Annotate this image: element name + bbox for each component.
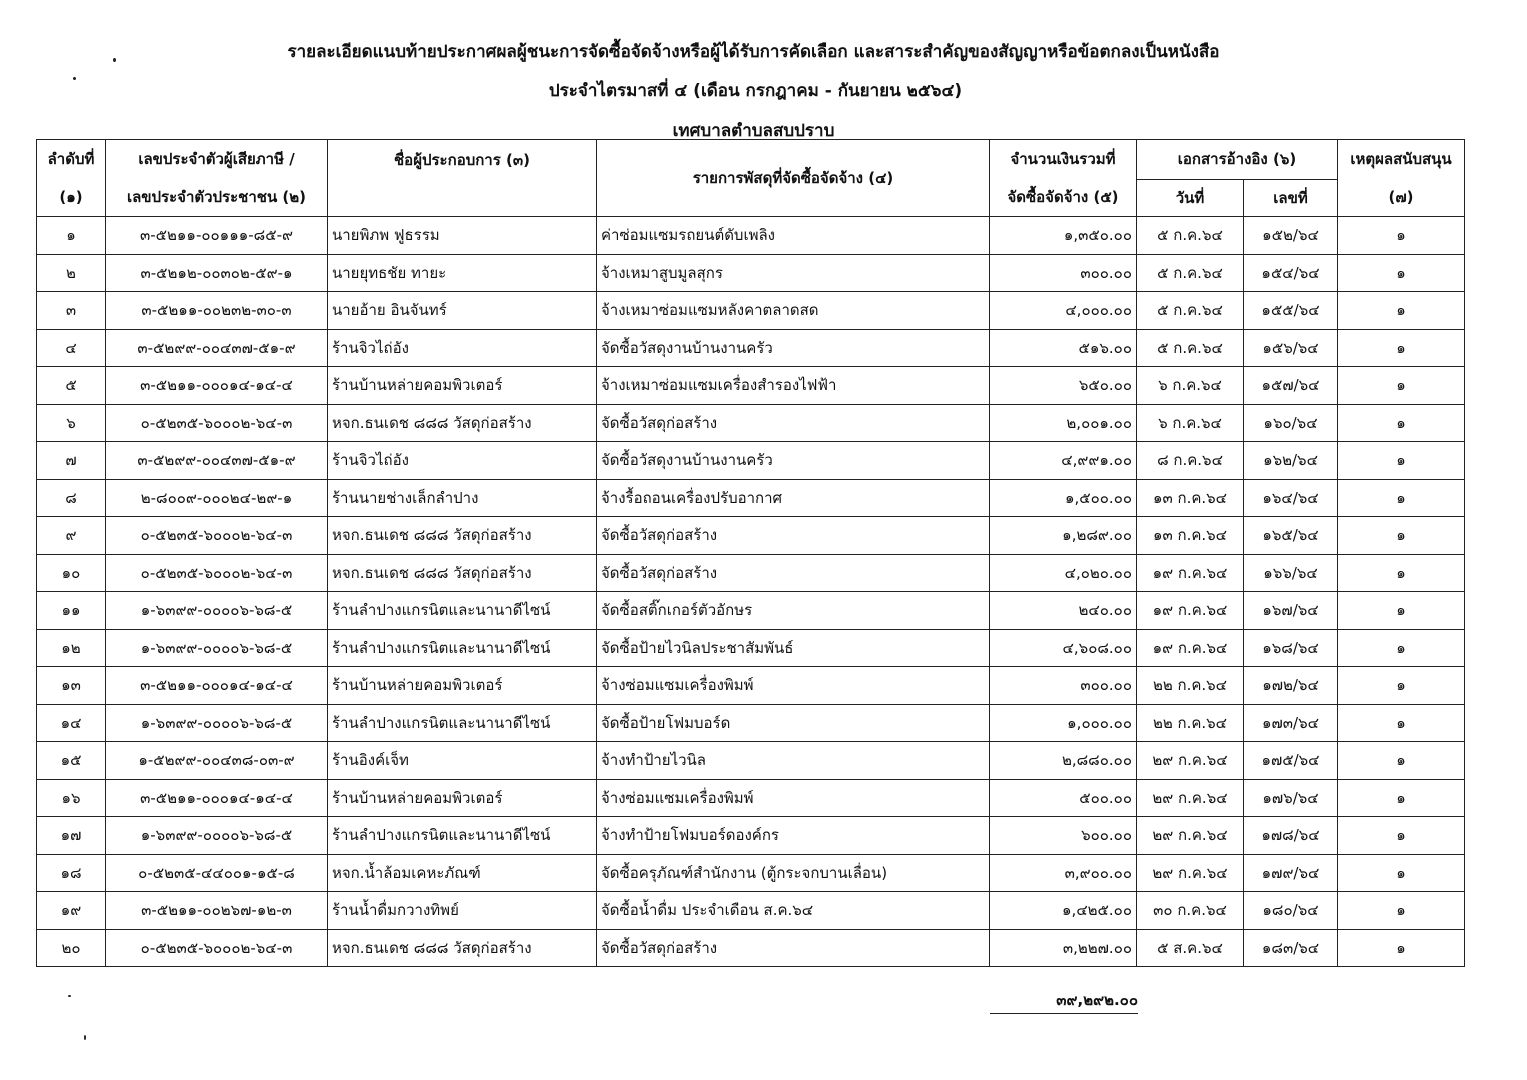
cell-ref-date: ๑๙ ก.ค.๖๔ [1137,629,1244,667]
cell-vendor: หจก.ธนเดช ๘๘๘ วัสดุก่อสร้าง [328,517,597,555]
cell-taxid: ๓-๕๒๙๙-๐๐๔๓๗-๕๑-๙ [106,329,328,367]
table-row [37,929,1465,967]
document-title: รายละเอียดแนบท้ายประกาศผลผู้ชนะการจัดซื้อจัดจ้างหรือผู้ได้รับการคัดเลือก และสาระสำคัญของสัญญาหรือข้อตกลงเป็นหนังสือ [287,42,1220,62]
cell-ref-date: ๕ ส.ค.๖๔ [1137,929,1244,967]
cell-amount: ๑,๕๐๐.๐๐ [990,479,1137,517]
cell-vendor: ร้านจิวไถ่อัง [328,442,597,480]
cell-amount: ๓,๒๒๗.๐๐ [990,929,1137,967]
cell-ref-date: ๒๙ ก.ค.๖๔ [1137,817,1244,855]
cell-reason: ๑ [1338,517,1465,555]
cell-taxid: ๓-๕๒๑๑-๐๐๐๑๔-๑๔-๔ [106,779,328,817]
cell-vendor: ร้านลำปางแกรนิตและนานาดีไซน์ [328,704,597,742]
cell-taxid: ๓-๕๒๑๑-๐๐๑๑๑-๘๕-๙ [106,217,328,255]
col-header-amount-label-2: จัดซื้อจัดจ้าง (๕) [1007,188,1119,206]
cell-amount: ๓๐๐.๐๐ [990,667,1137,705]
cell-reason: ๑ [1338,442,1465,480]
cell-reason: ๑ [1338,854,1465,892]
cell-no: ๑๓ [37,667,106,705]
cell-taxid: ๐-๕๒๓๕-๔๔๐๐๑-๑๕-๘ [106,854,328,892]
table-row [37,592,1465,630]
table-header-row [37,140,1465,180]
cell-ref-no: ๑๕๕/๖๔ [1244,292,1338,330]
cell-taxid: ๐-๕๒๓๕-๖๐๐๐๒-๖๔-๓ [106,929,328,967]
cell-ref-date: ๓๐ ก.ค.๖๔ [1137,892,1244,930]
cell-reason: ๑ [1338,217,1465,255]
cell-amount: ๓,๙๐๐.๐๐ [990,854,1137,892]
cell-ref-no: ๑๕๔/๖๔ [1244,254,1338,292]
cell-no: ๒๐ [37,929,106,967]
table-row [37,817,1465,855]
cell-item: จ้างรื้อถอนเครื่องปรับอากาศ [597,479,990,517]
cell-item: จ้างทำป้ายโฟมบอร์ดองค์กร [597,817,990,855]
cell-amount: ๒,๘๘๐.๐๐ [990,742,1137,780]
cell-vendor: นายยุทธชัย ทายะ [328,254,597,292]
grand-total: ๓๙,๒๙๒.๐๐ [1056,991,1138,1009]
cell-ref-no: ๑๗๒/๖๔ [1244,667,1338,705]
cell-vendor: ร้านลำปางแกรนิตและนานาดีไซน์ [328,592,597,630]
cell-taxid: ๓-๕๒๙๙-๐๐๔๓๗-๕๑-๙ [106,442,328,480]
cell-ref-no: ๑๕๒/๖๔ [1244,217,1338,255]
cell-vendor: หจก.ธนเดช ๘๘๘ วัสดุก่อสร้าง [328,929,597,967]
cell-taxid: ๐-๕๒๓๕-๖๐๐๐๒-๖๔-๓ [106,554,328,592]
cell-taxid: ๐-๕๒๓๕-๖๐๐๐๒-๖๔-๓ [106,517,328,555]
cell-ref-date: ๒๙ ก.ค.๖๔ [1137,779,1244,817]
table-row [37,367,1465,405]
col-header-ref-no: เลขที่ [1244,179,1338,217]
col-header-no [37,140,106,217]
cell-ref-date: ๖ ก.ค.๖๔ [1137,404,1244,442]
cell-no: ๗ [37,442,106,480]
cell-item: จัดซื้อป้ายโฟมบอร์ด [597,704,990,742]
col-header-taxid-label-1: เลขประจำตัวผู้เสียภาษี / [138,150,295,168]
cell-amount: ๔,๙๙๑.๐๐ [990,442,1137,480]
cell-reason: ๑ [1338,254,1465,292]
cell-reason: ๑ [1338,779,1465,817]
cell-no: ๑๕ [37,742,106,780]
cell-item: จัดซื้อวัสดุก่อสร้าง [597,404,990,442]
table-row [37,704,1465,742]
cell-taxid: ๒-๘๐๐๙-๐๐๐๒๔-๒๙-๑ [106,479,328,517]
col-header-amount [990,140,1137,217]
cell-item: จ้างเหมาซ่อมแซมหลังคาตลาดสด [597,292,990,330]
cell-amount: ๓๐๐.๐๐ [990,254,1137,292]
cell-ref-no: ๑๘๓/๖๔ [1244,929,1338,967]
cell-taxid: ๓-๕๒๑๒-๐๐๓๐๒-๕๙-๑ [106,254,328,292]
table-row [37,554,1465,592]
table-row [37,217,1465,255]
cell-taxid: ๓-๕๒๑๑-๐๐๒๓๒-๓๐-๓ [106,292,328,330]
col-header-ref [1137,140,1338,180]
cell-amount: ๑,๒๘๙.๐๐ [990,517,1137,555]
cell-ref-date: ๕ ก.ค.๖๔ [1137,329,1244,367]
cell-amount: ๕๑๖.๐๐ [990,329,1137,367]
cell-vendor: นายอ้าย อินจันทร์ [328,292,597,330]
cell-item: จ้างเหมาซ่อมแซมเครื่องสำรองไฟฟ้า [597,367,990,405]
cell-taxid: ๑-๖๓๙๙-๐๐๐๐๖-๖๘-๕ [106,704,328,742]
col-header-reason-number: (๗) [1388,188,1414,206]
cell-ref-no: ๑๗๙/๖๔ [1244,854,1338,892]
cell-ref-no: ๑๖๖/๖๔ [1244,554,1338,592]
cell-reason: ๑ [1338,592,1465,630]
cell-amount: ๔,๐๐๐.๐๐ [990,292,1137,330]
table-row [37,517,1465,555]
table-body [37,217,1465,967]
cell-ref-date: ๕ ก.ค.๖๔ [1137,217,1244,255]
cell-amount: ๑,๐๐๐.๐๐ [990,704,1137,742]
cell-vendor: ร้านจิวไถ่อัง [328,329,597,367]
cell-item: จ้างทำป้ายไวนิล [597,742,990,780]
agency-name: เทศบาลตำบลสบปราบ [672,121,835,141]
cell-reason: ๑ [1338,929,1465,967]
cell-no: ๑๐ [37,554,106,592]
cell-vendor: ร้านบ้านหล่ายคอมพิวเตอร์ [328,779,597,817]
table-row [37,779,1465,817]
cell-ref-date: ๘ ก.ค.๖๔ [1137,442,1244,480]
cell-no: ๘ [37,479,106,517]
cell-item: จัดซื้อน้ำดื่ม ประจำเดือน ส.ค.๖๔ [597,892,990,930]
scan-speck [84,1035,86,1040]
cell-item: จัดซื้อวัสดุงานบ้านงานครัว [597,329,990,367]
col-header-ref-date: วันที่ [1137,179,1244,217]
col-header-vendor [328,140,597,217]
cell-vendor: ร้านบ้านหล่ายคอมพิวเตอร์ [328,367,597,405]
cell-reason: ๑ [1338,367,1465,405]
cell-ref-no: ๑๖๘/๖๔ [1244,629,1338,667]
cell-item: จัดซื้อสติ๊กเกอร์ตัวอักษร [597,592,990,630]
cell-vendor: หจก.น้ำล้อมเคหะภัณฑ์ [328,854,597,892]
table-row [37,742,1465,780]
cell-vendor: ร้านอิงค์เจ็ท [328,742,597,780]
cell-ref-date: ๑๓ ก.ค.๖๔ [1137,479,1244,517]
cell-no: ๑ [37,217,106,255]
cell-ref-no: ๑๗๘/๖๔ [1244,817,1338,855]
cell-amount: ๑,๔๒๕.๐๐ [990,892,1137,930]
cell-ref-date: ๑๙ ก.ค.๖๔ [1137,592,1244,630]
cell-no: ๑๑ [37,592,106,630]
procurement-table [36,139,1465,967]
cell-reason: ๑ [1338,479,1465,517]
cell-no: ๒ [37,254,106,292]
cell-ref-no: ๑๘๐/๖๔ [1244,892,1338,930]
cell-ref-no: ๑๖๒/๖๔ [1244,442,1338,480]
cell-amount: ๕๐๐.๐๐ [990,779,1137,817]
col-header-reason-label: เหตุผลสนับสนุน [1350,150,1452,168]
cell-ref-date: ๒๒ ก.ค.๖๔ [1137,667,1244,705]
cell-taxid: ๓-๕๒๑๑-๐๐๐๑๔-๑๔-๔ [106,367,328,405]
cell-item: จัดซื้อครุภัณฑ์สำนักงาน (ตู้กระจกบานเลื่อน) [597,854,990,892]
cell-amount: ๔,๖๐๘.๐๐ [990,629,1137,667]
cell-item: ค่าซ่อมแซมรถยนต์ดับเพลิง [597,217,990,255]
cell-vendor: ร้านลำปางแกรนิตและนานาดีไซน์ [328,817,597,855]
cell-vendor: หจก.ธนเดช ๘๘๘ วัสดุก่อสร้าง [328,554,597,592]
cell-ref-no: ๑๗๓/๖๔ [1244,704,1338,742]
cell-ref-date: ๒๙ ก.ค.๖๔ [1137,742,1244,780]
cell-ref-date: ๒๙ ก.ค.๖๔ [1137,854,1244,892]
cell-no: ๑๘ [37,854,106,892]
table-row [37,479,1465,517]
cell-no: ๕ [37,367,106,405]
cell-vendor: ร้านบ้านหล่ายคอมพิวเตอร์ [328,667,597,705]
cell-ref-no: ๑๖๗/๖๔ [1244,592,1338,630]
cell-no: ๑๒ [37,629,106,667]
cell-reason: ๑ [1338,704,1465,742]
col-header-item-label: รายการพัสดุที่จัดซื้อจัดจ้าง (๔) [692,169,894,187]
cell-reason: ๑ [1338,629,1465,667]
cell-no: ๑๗ [37,817,106,855]
cell-taxid: ๑-๖๓๙๙-๐๐๐๐๖-๖๘-๕ [106,629,328,667]
scan-speck [73,77,76,80]
table-row [37,254,1465,292]
cell-amount: ๒๔๐.๐๐ [990,592,1137,630]
cell-vendor: ร้านนายช่างเล็กลำปาง [328,479,597,517]
col-header-ref-label: เอกสารอ้างอิง (๖) [1177,150,1297,169]
table-row [37,292,1465,330]
cell-taxid: ๑-๖๓๙๙-๐๐๐๐๖-๖๘-๕ [106,592,328,630]
cell-taxid: ๓-๕๒๑๑-๐๐๐๑๔-๑๔-๔ [106,667,328,705]
col-header-item [597,140,990,217]
cell-reason: ๑ [1338,817,1465,855]
cell-no: ๔ [37,329,106,367]
col-header-reason [1338,140,1465,217]
cell-taxid: ๓-๕๒๑๑-๐๐๒๖๗-๑๒-๓ [106,892,328,930]
cell-ref-no: ๑๖๐/๖๔ [1244,404,1338,442]
cell-reason: ๑ [1338,329,1465,367]
cell-ref-no: ๑๗๖/๖๔ [1244,779,1338,817]
cell-amount: ๑,๓๕๐.๐๐ [990,217,1137,255]
table-row [37,329,1465,367]
table-row [37,667,1465,705]
table-row [37,442,1465,480]
cell-no: ๖ [37,404,106,442]
cell-item: จัดซื้อวัสดุก่อสร้าง [597,554,990,592]
table-row [37,629,1465,667]
cell-item: จ้างเหมาสูบมูลสุกร [597,254,990,292]
cell-vendor: ร้านลำปางแกรนิตและนานาดีไซน์ [328,629,597,667]
cell-reason: ๑ [1338,292,1465,330]
col-header-taxid-label-2: เลขประจำตัวประชาชน (๒) [126,188,307,206]
cell-item: จ้างซ่อมแซมเครื่องพิมพ์ [597,667,990,705]
cell-amount: ๖๕๐.๐๐ [990,367,1137,405]
cell-amount: ๒,๐๐๑.๐๐ [990,404,1137,442]
cell-item: จัดซื้อป้ายไวนิลประชาสัมพันธ์ [597,629,990,667]
cell-reason: ๑ [1338,404,1465,442]
cell-ref-date: ๕ ก.ค.๖๔ [1137,254,1244,292]
cell-taxid: ๐-๕๒๓๕-๖๐๐๐๒-๖๔-๓ [106,404,328,442]
col-header-vendor-label: ชื่อผู้ประกอบการ (๓) [394,151,530,169]
cell-no: ๑๙ [37,892,106,930]
cell-ref-date: ๒๒ ก.ค.๖๔ [1137,704,1244,742]
cell-ref-date: ๕ ก.ค.๖๔ [1137,292,1244,330]
cell-vendor: ร้านน้ำดื่มกวางทิพย์ [328,892,597,930]
cell-vendor: หจก.ธนเดช ๘๘๘ วัสดุก่อสร้าง [328,404,597,442]
cell-ref-date: ๖ ก.ค.๖๔ [1137,367,1244,405]
cell-no: ๙ [37,517,106,555]
table-row [37,892,1465,930]
cell-ref-no: ๑๕๖/๖๔ [1244,329,1338,367]
document-period: ประจำไตรมาสที่ ๔ (เดือน กรกฎาคม - กันยายน ๒๕๖๔) [548,81,963,101]
cell-taxid: ๑-๖๓๙๙-๐๐๐๐๖-๖๘-๕ [106,817,328,855]
cell-item: จ้างซ่อมแซมเครื่องพิมพ์ [597,779,990,817]
cell-amount: ๖๐๐.๐๐ [990,817,1137,855]
cell-amount: ๔,๐๒๐.๐๐ [990,554,1137,592]
cell-ref-no: ๑๖๔/๖๔ [1244,479,1338,517]
cell-reason: ๑ [1338,742,1465,780]
cell-item: จัดซื้อวัสดุก่อสร้าง [597,929,990,967]
table-row [37,404,1465,442]
cell-reason: ๑ [1338,667,1465,705]
cell-item: จัดซื้อวัสดุงานบ้านงานครัว [597,442,990,480]
cell-taxid: ๑-๕๒๙๙-๐๐๔๓๘-๐๓-๙ [106,742,328,780]
table-row [37,854,1465,892]
total-underline [990,1013,1138,1014]
cell-reason: ๑ [1338,554,1465,592]
scan-speck [68,995,71,997]
cell-vendor: นายพิภพ ฟูธรรม [328,217,597,255]
cell-no: ๑๔ [37,704,106,742]
col-header-amount-label-1: จำนวนเงินรวมที่ [1010,150,1116,168]
col-header-taxid [106,140,328,217]
cell-ref-no: ๑๖๕/๖๔ [1244,517,1338,555]
cell-item: จัดซื้อวัสดุก่อสร้าง [597,517,990,555]
scan-speck [113,58,116,62]
cell-reason: ๑ [1338,892,1465,930]
col-header-no-label: ลำดับที่ [47,150,95,168]
cell-ref-date: ๑๙ ก.ค.๖๔ [1137,554,1244,592]
cell-ref-no: ๑๗๕/๖๔ [1244,742,1338,780]
cell-no: ๓ [37,292,106,330]
cell-no: ๑๖ [37,779,106,817]
col-header-no-number: (๑) [59,188,83,206]
cell-ref-date: ๑๓ ก.ค.๖๔ [1137,517,1244,555]
cell-ref-no: ๑๕๗/๖๔ [1244,367,1338,405]
